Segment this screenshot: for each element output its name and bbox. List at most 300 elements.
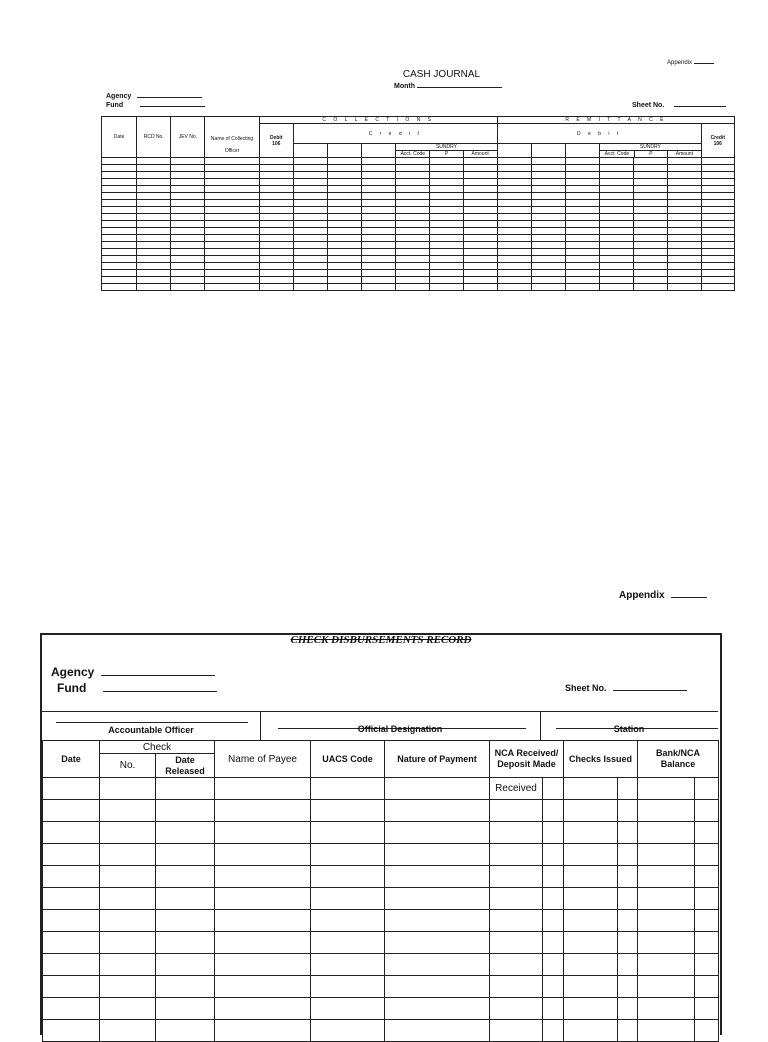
cj-cell[interactable] bbox=[396, 221, 430, 228]
cj-cell[interactable] bbox=[430, 214, 463, 221]
cj-cell[interactable] bbox=[566, 158, 600, 165]
cj-cell[interactable] bbox=[566, 277, 600, 284]
cdr-cell[interactable] bbox=[490, 866, 543, 888]
cj-cell[interactable] bbox=[137, 200, 171, 207]
cdr-cell[interactable] bbox=[311, 888, 385, 910]
cj-cell[interactable] bbox=[293, 256, 327, 263]
cj-cell[interactable] bbox=[566, 193, 600, 200]
cdr-cell[interactable] bbox=[695, 954, 719, 976]
cj-cell[interactable] bbox=[327, 270, 361, 277]
cj-cell[interactable] bbox=[171, 221, 205, 228]
cj-cell[interactable] bbox=[531, 263, 565, 270]
cj-cell[interactable] bbox=[497, 221, 531, 228]
cj-cell[interactable] bbox=[463, 172, 497, 179]
cj-cell[interactable] bbox=[668, 284, 701, 291]
cdr-cell[interactable] bbox=[156, 822, 215, 844]
cj-cell[interactable] bbox=[102, 221, 137, 228]
cj-cell[interactable] bbox=[293, 186, 327, 193]
cj-cell[interactable] bbox=[430, 242, 463, 249]
cj-cell[interactable] bbox=[600, 179, 634, 186]
cj-cell[interactable] bbox=[396, 158, 430, 165]
cj-cell[interactable] bbox=[701, 207, 734, 214]
cdr-cell[interactable] bbox=[156, 800, 215, 822]
cj-cell[interactable] bbox=[396, 270, 430, 277]
cj-cell[interactable] bbox=[205, 158, 259, 165]
cj-cell[interactable] bbox=[102, 158, 137, 165]
cj-cell[interactable] bbox=[327, 200, 361, 207]
cj-cell[interactable] bbox=[137, 193, 171, 200]
cdr-cell[interactable] bbox=[638, 888, 695, 910]
cdr-cell[interactable] bbox=[543, 822, 564, 844]
cdr-cell[interactable] bbox=[311, 954, 385, 976]
cj-cell[interactable] bbox=[396, 200, 430, 207]
cj-cell[interactable] bbox=[497, 186, 531, 193]
cdr-cell[interactable] bbox=[156, 844, 215, 866]
cj-cell[interactable] bbox=[137, 249, 171, 256]
cdr-cell[interactable] bbox=[638, 976, 695, 998]
cj-cell[interactable] bbox=[430, 179, 463, 186]
cdr-cell[interactable] bbox=[564, 954, 618, 976]
cj-cell[interactable] bbox=[205, 207, 259, 214]
cdr-cell[interactable] bbox=[695, 998, 719, 1020]
cdr-cell[interactable] bbox=[638, 844, 695, 866]
cdr-cell[interactable] bbox=[215, 910, 311, 932]
cj-cell[interactable] bbox=[634, 235, 668, 242]
cdr-cell[interactable] bbox=[100, 844, 156, 866]
cj-cell[interactable] bbox=[701, 158, 734, 165]
cj-cell[interactable] bbox=[430, 249, 463, 256]
cj-cell[interactable] bbox=[171, 277, 205, 284]
cj-cell[interactable] bbox=[668, 256, 701, 263]
cj-cell[interactable] bbox=[362, 263, 396, 270]
cdr-cell[interactable] bbox=[100, 822, 156, 844]
cj-cell[interactable] bbox=[327, 207, 361, 214]
cj-cell[interactable] bbox=[668, 172, 701, 179]
cj-cell[interactable] bbox=[600, 207, 634, 214]
cj-cell[interactable] bbox=[259, 172, 293, 179]
cj-cell[interactable] bbox=[634, 256, 668, 263]
cj-cell[interactable] bbox=[327, 284, 361, 291]
cj-cell[interactable] bbox=[259, 158, 293, 165]
cdr-cell[interactable] bbox=[564, 778, 618, 800]
cj-cell[interactable] bbox=[102, 249, 137, 256]
cdr-cell[interactable] bbox=[311, 778, 385, 800]
cj-cell[interactable] bbox=[171, 186, 205, 193]
cdr-cell[interactable] bbox=[385, 976, 490, 998]
cj-cell[interactable] bbox=[171, 172, 205, 179]
cj-cell[interactable] bbox=[497, 284, 531, 291]
cj-cell[interactable] bbox=[531, 179, 565, 186]
cj-cell[interactable] bbox=[634, 263, 668, 270]
cj-cell[interactable] bbox=[327, 228, 361, 235]
cj-cell[interactable] bbox=[137, 207, 171, 214]
cj-cell[interactable] bbox=[171, 214, 205, 221]
cj-cell[interactable] bbox=[362, 228, 396, 235]
cj-cell[interactable] bbox=[430, 235, 463, 242]
cj-cell[interactable] bbox=[102, 172, 137, 179]
cj-cell[interactable] bbox=[701, 172, 734, 179]
cj-cell[interactable] bbox=[430, 200, 463, 207]
cj-cell[interactable] bbox=[497, 200, 531, 207]
cj-cell[interactable] bbox=[668, 235, 701, 242]
cdr-cell[interactable] bbox=[543, 976, 564, 998]
cdr-cell[interactable] bbox=[311, 998, 385, 1020]
cj-cell[interactable] bbox=[396, 172, 430, 179]
cj-cell[interactable] bbox=[600, 186, 634, 193]
cdr-cell[interactable] bbox=[638, 1020, 695, 1042]
cj-cell[interactable] bbox=[205, 228, 259, 235]
cdr-cell[interactable] bbox=[215, 844, 311, 866]
cdr-cell[interactable] bbox=[156, 1020, 215, 1042]
cj-cell[interactable] bbox=[463, 179, 497, 186]
cj-cell[interactable] bbox=[668, 214, 701, 221]
cj-cell[interactable] bbox=[668, 193, 701, 200]
cj-cell[interactable] bbox=[566, 179, 600, 186]
cj-cell[interactable] bbox=[137, 263, 171, 270]
cdr-cell[interactable] bbox=[564, 976, 618, 998]
cdr-cell[interactable] bbox=[543, 778, 564, 800]
cj-cell[interactable] bbox=[171, 200, 205, 207]
cdr-cell[interactable] bbox=[564, 1020, 618, 1042]
cdr-cell[interactable] bbox=[311, 800, 385, 822]
cj-cell[interactable] bbox=[362, 179, 396, 186]
cdr-cell[interactable] bbox=[638, 998, 695, 1020]
cj-cell[interactable] bbox=[293, 242, 327, 249]
cj-cell[interactable] bbox=[102, 186, 137, 193]
cj-cell[interactable] bbox=[327, 235, 361, 242]
cj-cell[interactable] bbox=[205, 193, 259, 200]
cj-cell[interactable] bbox=[102, 263, 137, 270]
cj-cell[interactable] bbox=[259, 186, 293, 193]
cdr-cell[interactable] bbox=[215, 822, 311, 844]
cj-cell[interactable] bbox=[171, 228, 205, 235]
cj-cell[interactable] bbox=[566, 214, 600, 221]
cj-cell[interactable] bbox=[137, 270, 171, 277]
cj-cell[interactable] bbox=[396, 179, 430, 186]
cj-cell[interactable] bbox=[293, 235, 327, 242]
cdr-cell[interactable] bbox=[385, 1020, 490, 1042]
cj-cell[interactable] bbox=[171, 179, 205, 186]
cdr-cell[interactable] bbox=[311, 976, 385, 998]
cdr-cell[interactable] bbox=[695, 822, 719, 844]
cj-cell[interactable] bbox=[566, 172, 600, 179]
cdr-cell[interactable] bbox=[156, 976, 215, 998]
cj-cell[interactable] bbox=[205, 263, 259, 270]
cj-cell[interactable] bbox=[497, 263, 531, 270]
cj-cell[interactable] bbox=[430, 158, 463, 165]
cj-cell[interactable] bbox=[463, 263, 497, 270]
cj-cell[interactable] bbox=[430, 165, 463, 172]
cj-cell[interactable] bbox=[634, 158, 668, 165]
cj-cell[interactable] bbox=[531, 158, 565, 165]
cj-cell[interactable] bbox=[259, 256, 293, 263]
cdr-cell[interactable] bbox=[215, 778, 311, 800]
cdr-cell[interactable] bbox=[385, 910, 490, 932]
cj-cell[interactable] bbox=[102, 193, 137, 200]
cj-cell[interactable] bbox=[531, 256, 565, 263]
cj-cell[interactable] bbox=[668, 277, 701, 284]
cj-cell[interactable] bbox=[531, 165, 565, 172]
cdr-cell[interactable] bbox=[564, 822, 618, 844]
cdr-cell[interactable] bbox=[695, 800, 719, 822]
cj-cell[interactable] bbox=[259, 242, 293, 249]
cj-cell[interactable] bbox=[102, 200, 137, 207]
cdr-cell[interactable] bbox=[543, 800, 564, 822]
cdr-cell[interactable] bbox=[100, 954, 156, 976]
cdr-cell[interactable] bbox=[215, 888, 311, 910]
cj-cell[interactable] bbox=[259, 228, 293, 235]
cj-cell[interactable] bbox=[293, 277, 327, 284]
cj-cell[interactable] bbox=[327, 214, 361, 221]
cj-cell[interactable] bbox=[102, 277, 137, 284]
cj-cell[interactable] bbox=[362, 214, 396, 221]
cj-cell[interactable] bbox=[293, 249, 327, 256]
cj-cell[interactable] bbox=[171, 193, 205, 200]
cdr-cell[interactable] bbox=[385, 932, 490, 954]
cdr-cell[interactable] bbox=[43, 954, 100, 976]
cj-cell[interactable] bbox=[463, 256, 497, 263]
cdr-cell[interactable] bbox=[564, 800, 618, 822]
cdr-cell[interactable] bbox=[385, 998, 490, 1020]
cj-cell[interactable] bbox=[463, 193, 497, 200]
cj-cell[interactable] bbox=[327, 179, 361, 186]
cj-cell[interactable] bbox=[137, 221, 171, 228]
cdr-cell[interactable] bbox=[618, 822, 638, 844]
cdr-cell[interactable] bbox=[311, 822, 385, 844]
cj-cell[interactable] bbox=[137, 242, 171, 249]
cj-cell[interactable] bbox=[327, 193, 361, 200]
cj-cell[interactable] bbox=[137, 186, 171, 193]
cdr-cell[interactable] bbox=[156, 866, 215, 888]
cj-cell[interactable] bbox=[634, 179, 668, 186]
cj-cell[interactable] bbox=[293, 165, 327, 172]
cdr-cell[interactable] bbox=[490, 932, 543, 954]
cj-cell[interactable] bbox=[137, 158, 171, 165]
cj-cell[interactable] bbox=[327, 172, 361, 179]
cdr-cell[interactable] bbox=[543, 932, 564, 954]
cj-cell[interactable] bbox=[327, 158, 361, 165]
cdr-cell[interactable] bbox=[100, 888, 156, 910]
cdr-cell[interactable] bbox=[43, 844, 100, 866]
cdr-cell[interactable] bbox=[385, 954, 490, 976]
cdr-cell[interactable] bbox=[43, 910, 100, 932]
cj-cell[interactable] bbox=[137, 256, 171, 263]
cj-cell[interactable] bbox=[463, 235, 497, 242]
cj-cell[interactable] bbox=[430, 263, 463, 270]
cdr-cell[interactable] bbox=[564, 998, 618, 1020]
cj-cell[interactable] bbox=[102, 214, 137, 221]
cdr-cell[interactable] bbox=[543, 998, 564, 1020]
cj-cell[interactable] bbox=[430, 270, 463, 277]
cj-cell[interactable] bbox=[634, 186, 668, 193]
cdr-cell[interactable] bbox=[215, 800, 311, 822]
cj-cell[interactable] bbox=[430, 284, 463, 291]
cj-cell[interactable] bbox=[701, 284, 734, 291]
cj-cell[interactable] bbox=[634, 207, 668, 214]
cdr-cell[interactable] bbox=[490, 888, 543, 910]
cj-cell[interactable] bbox=[205, 284, 259, 291]
cj-cell[interactable] bbox=[634, 249, 668, 256]
cj-cell[interactable] bbox=[600, 221, 634, 228]
cdr-agency-blank[interactable] bbox=[101, 675, 215, 676]
cdr-cell[interactable] bbox=[638, 932, 695, 954]
cdr-cell[interactable] bbox=[100, 932, 156, 954]
cdr-cell[interactable] bbox=[618, 800, 638, 822]
cdr-cell[interactable] bbox=[215, 976, 311, 998]
cj-cell[interactable] bbox=[102, 179, 137, 186]
cj-cell[interactable] bbox=[701, 200, 734, 207]
cj-cell[interactable] bbox=[171, 263, 205, 270]
cj-cell[interactable] bbox=[293, 214, 327, 221]
cj-cell[interactable] bbox=[566, 228, 600, 235]
cj-cell[interactable] bbox=[463, 214, 497, 221]
cj-cell[interactable] bbox=[463, 284, 497, 291]
cj-cell[interactable] bbox=[362, 158, 396, 165]
cj-cell[interactable] bbox=[102, 235, 137, 242]
cdr-cell[interactable] bbox=[385, 822, 490, 844]
cdr-cell[interactable] bbox=[100, 800, 156, 822]
cj-cell[interactable] bbox=[396, 277, 430, 284]
cj-cell[interactable] bbox=[396, 193, 430, 200]
cj-cell[interactable] bbox=[396, 249, 430, 256]
cj-cell[interactable] bbox=[531, 228, 565, 235]
cdr-cell[interactable] bbox=[695, 1020, 719, 1042]
cj-cell[interactable] bbox=[396, 242, 430, 249]
cj-cell[interactable] bbox=[205, 214, 259, 221]
cj-cell[interactable] bbox=[102, 207, 137, 214]
cj-cell[interactable] bbox=[600, 284, 634, 291]
cj-cell[interactable] bbox=[566, 165, 600, 172]
appendix-blank[interactable] bbox=[694, 63, 714, 64]
cdr-cell[interactable] bbox=[564, 844, 618, 866]
cj-cell[interactable] bbox=[293, 172, 327, 179]
cj-cell[interactable] bbox=[531, 249, 565, 256]
cj-cell[interactable] bbox=[701, 277, 734, 284]
cj-cell[interactable] bbox=[701, 263, 734, 270]
cj-cell[interactable] bbox=[463, 249, 497, 256]
cj-cell[interactable] bbox=[566, 207, 600, 214]
cj-cell[interactable] bbox=[463, 221, 497, 228]
cdr-cell[interactable] bbox=[695, 778, 719, 800]
cj-cell[interactable] bbox=[463, 242, 497, 249]
cj-cell[interactable] bbox=[634, 214, 668, 221]
cj-cell[interactable] bbox=[668, 221, 701, 228]
cdr-cell[interactable] bbox=[385, 800, 490, 822]
cj-cell[interactable] bbox=[362, 165, 396, 172]
cdr-cell[interactable] bbox=[618, 910, 638, 932]
cj-cell[interactable] bbox=[327, 242, 361, 249]
cj-cell[interactable] bbox=[205, 270, 259, 277]
cj-cell[interactable] bbox=[634, 200, 668, 207]
cdr-cell[interactable] bbox=[564, 932, 618, 954]
cj-cell[interactable] bbox=[600, 242, 634, 249]
cj-cell[interactable] bbox=[327, 221, 361, 228]
cj-cell[interactable] bbox=[137, 284, 171, 291]
cj-cell[interactable] bbox=[566, 249, 600, 256]
cj-cell[interactable] bbox=[701, 193, 734, 200]
cj-cell[interactable] bbox=[102, 165, 137, 172]
cj-cell[interactable] bbox=[137, 235, 171, 242]
cdr-cell[interactable] bbox=[490, 822, 543, 844]
cdr-cell[interactable] bbox=[43, 976, 100, 998]
cj-cell[interactable] bbox=[205, 221, 259, 228]
cdr-cell[interactable] bbox=[490, 910, 543, 932]
accountable-officer-line[interactable] bbox=[56, 722, 248, 723]
month-blank[interactable] bbox=[417, 87, 502, 88]
cj-cell[interactable] bbox=[668, 165, 701, 172]
cj-cell[interactable] bbox=[137, 228, 171, 235]
cj-cell[interactable] bbox=[137, 179, 171, 186]
cj-cell[interactable] bbox=[463, 165, 497, 172]
cdr-cell[interactable] bbox=[543, 1020, 564, 1042]
cj-cell[interactable] bbox=[566, 256, 600, 263]
cdr-cell[interactable] bbox=[100, 998, 156, 1020]
cdr-cell[interactable] bbox=[385, 888, 490, 910]
cj-cell[interactable] bbox=[293, 228, 327, 235]
cdr-cell[interactable] bbox=[215, 932, 311, 954]
cj-cell[interactable] bbox=[362, 186, 396, 193]
cdr-cell[interactable] bbox=[564, 888, 618, 910]
cj-cell[interactable] bbox=[531, 200, 565, 207]
cdr-cell[interactable] bbox=[618, 844, 638, 866]
cj-cell[interactable] bbox=[497, 235, 531, 242]
cj-cell[interactable] bbox=[531, 186, 565, 193]
cj-cell[interactable] bbox=[137, 165, 171, 172]
cj-cell[interactable] bbox=[668, 242, 701, 249]
cdr-cell[interactable] bbox=[490, 1020, 543, 1042]
cj-cell[interactable] bbox=[327, 256, 361, 263]
cj-cell[interactable] bbox=[701, 221, 734, 228]
cdr-cell[interactable] bbox=[311, 1020, 385, 1042]
cj-cell[interactable] bbox=[531, 214, 565, 221]
cj-cell[interactable] bbox=[362, 242, 396, 249]
cdr-cell[interactable] bbox=[43, 1020, 100, 1042]
cj-cell[interactable] bbox=[566, 263, 600, 270]
cj-cell[interactable] bbox=[600, 270, 634, 277]
cdr-cell[interactable] bbox=[385, 844, 490, 866]
cdr-cell[interactable] bbox=[543, 954, 564, 976]
cj-cell[interactable] bbox=[396, 284, 430, 291]
cdr-appendix-blank[interactable] bbox=[671, 597, 707, 598]
cdr-cell[interactable] bbox=[638, 800, 695, 822]
cdr-cell[interactable] bbox=[100, 778, 156, 800]
cdr-cell[interactable] bbox=[638, 778, 695, 800]
cj-cell[interactable] bbox=[205, 200, 259, 207]
cj-cell[interactable] bbox=[171, 158, 205, 165]
cj-cell[interactable] bbox=[497, 207, 531, 214]
cj-cell[interactable] bbox=[327, 165, 361, 172]
cj-cell[interactable] bbox=[668, 228, 701, 235]
cj-cell[interactable] bbox=[497, 249, 531, 256]
cj-cell[interactable] bbox=[293, 193, 327, 200]
cj-cell[interactable] bbox=[259, 207, 293, 214]
cj-cell[interactable] bbox=[430, 228, 463, 235]
cj-cell[interactable] bbox=[497, 172, 531, 179]
cj-cell[interactable] bbox=[396, 207, 430, 214]
cdr-cell[interactable] bbox=[695, 910, 719, 932]
cdr-cell[interactable] bbox=[156, 998, 215, 1020]
cdr-cell[interactable] bbox=[311, 932, 385, 954]
cj-cell[interactable] bbox=[259, 165, 293, 172]
cj-cell[interactable] bbox=[701, 165, 734, 172]
cj-cell[interactable] bbox=[497, 242, 531, 249]
cj-cell[interactable] bbox=[293, 207, 327, 214]
cdr-cell[interactable] bbox=[695, 932, 719, 954]
cdr-cell[interactable] bbox=[618, 778, 638, 800]
cdr-cell[interactable] bbox=[215, 866, 311, 888]
cj-cell[interactable] bbox=[701, 179, 734, 186]
cj-cell[interactable] bbox=[634, 165, 668, 172]
